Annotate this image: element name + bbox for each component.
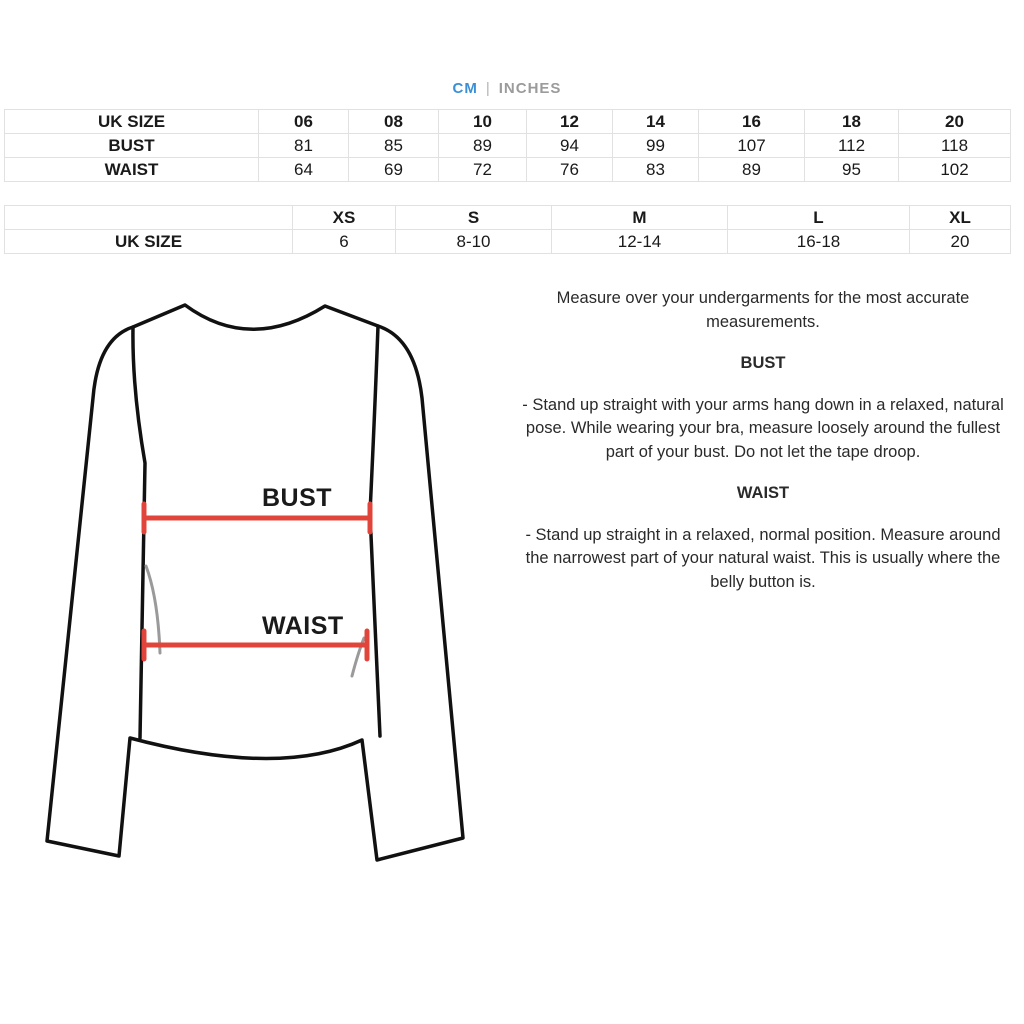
table-cell: 16-18 (728, 230, 910, 254)
garment-measurement-illustration (40, 298, 470, 868)
guide-waist-heading: WAIST (736, 484, 790, 502)
table-cell: 94 (527, 134, 613, 158)
row-label-waist: WAIST (5, 158, 259, 182)
table-cell: 95 (805, 158, 899, 182)
table-cell: 107 (699, 134, 805, 158)
table-cell: 102 (899, 158, 1011, 182)
table-cell: 83 (613, 158, 699, 182)
table-row-bust (5, 134, 1011, 158)
table-cell: 69 (349, 158, 439, 182)
table-header-cell: 06 (259, 110, 349, 134)
table-cell: 85 (349, 134, 439, 158)
table-header-cell: UK SIZE (5, 110, 259, 134)
table-header-cell (5, 206, 293, 230)
table-row-uk-size (5, 230, 1011, 254)
table-header-cell: 18 (805, 110, 899, 134)
table-header-cell: 08 (349, 110, 439, 134)
table-header-cell: M (552, 206, 728, 230)
table-cell: 12-14 (552, 230, 728, 254)
table-header-cell: 10 (439, 110, 527, 134)
uk-size-table (4, 109, 1011, 182)
table-header-cell: XL (910, 206, 1011, 230)
table-cell: 76 (527, 158, 613, 182)
table-cell: 112 (805, 134, 899, 158)
table-cell: 99 (613, 134, 699, 158)
table-header-cell: 12 (527, 110, 613, 134)
table-cell: 20 (910, 230, 1011, 254)
table-header-cell: 20 (899, 110, 1011, 134)
letter-size-table (4, 205, 1011, 254)
table-cell: 64 (259, 158, 349, 182)
table-row-waist (5, 158, 1011, 182)
guide-bust-text: - Stand up straight with your arms hang down in a relaxed, natural pose. While wearing your bra, measure loosely around the fullest part of your bust. Do not let the tape droop. (522, 395, 1004, 461)
table-header-cell: 14 (613, 110, 699, 134)
table-cell: 8-10 (396, 230, 552, 254)
table-cell: 89 (439, 134, 527, 158)
unit-separator: | (485, 80, 491, 97)
table-cell: 81 (259, 134, 349, 158)
guide-bust-heading: BUST (740, 354, 786, 372)
guide-intro: Measure over your undergarments for the most accurate measurements. (556, 289, 970, 331)
table-cell: 118 (899, 134, 1011, 158)
table-cell: 6 (293, 230, 396, 254)
row-label-bust: BUST (5, 134, 259, 158)
bust-label: BUST (262, 484, 333, 512)
table-cell: 72 (439, 158, 527, 182)
table-header-cell: S (396, 206, 552, 230)
unit-toggle (0, 80, 1014, 97)
letter-size-header-row (5, 206, 1011, 230)
guide-waist-text: - Stand up straight in a relaxed, normal position. Measure around the narrowest part of your natural waist. This is usually where the belly button is. (525, 525, 1001, 591)
measuring-guide (516, 287, 1010, 594)
garment-outline-icon (40, 298, 470, 868)
table-cell: 89 (699, 158, 805, 182)
waist-label: WAIST (262, 612, 344, 640)
table-header-cell: 16 (699, 110, 805, 134)
table-header-cell: L (728, 206, 910, 230)
table-header-cell: XS (293, 206, 396, 230)
uk-size-header-row (5, 110, 1011, 134)
row-label-uk-size: UK SIZE (5, 230, 293, 254)
unit-inches-tab[interactable]: INCHES (498, 80, 562, 97)
unit-cm-tab[interactable]: CM (452, 80, 478, 97)
